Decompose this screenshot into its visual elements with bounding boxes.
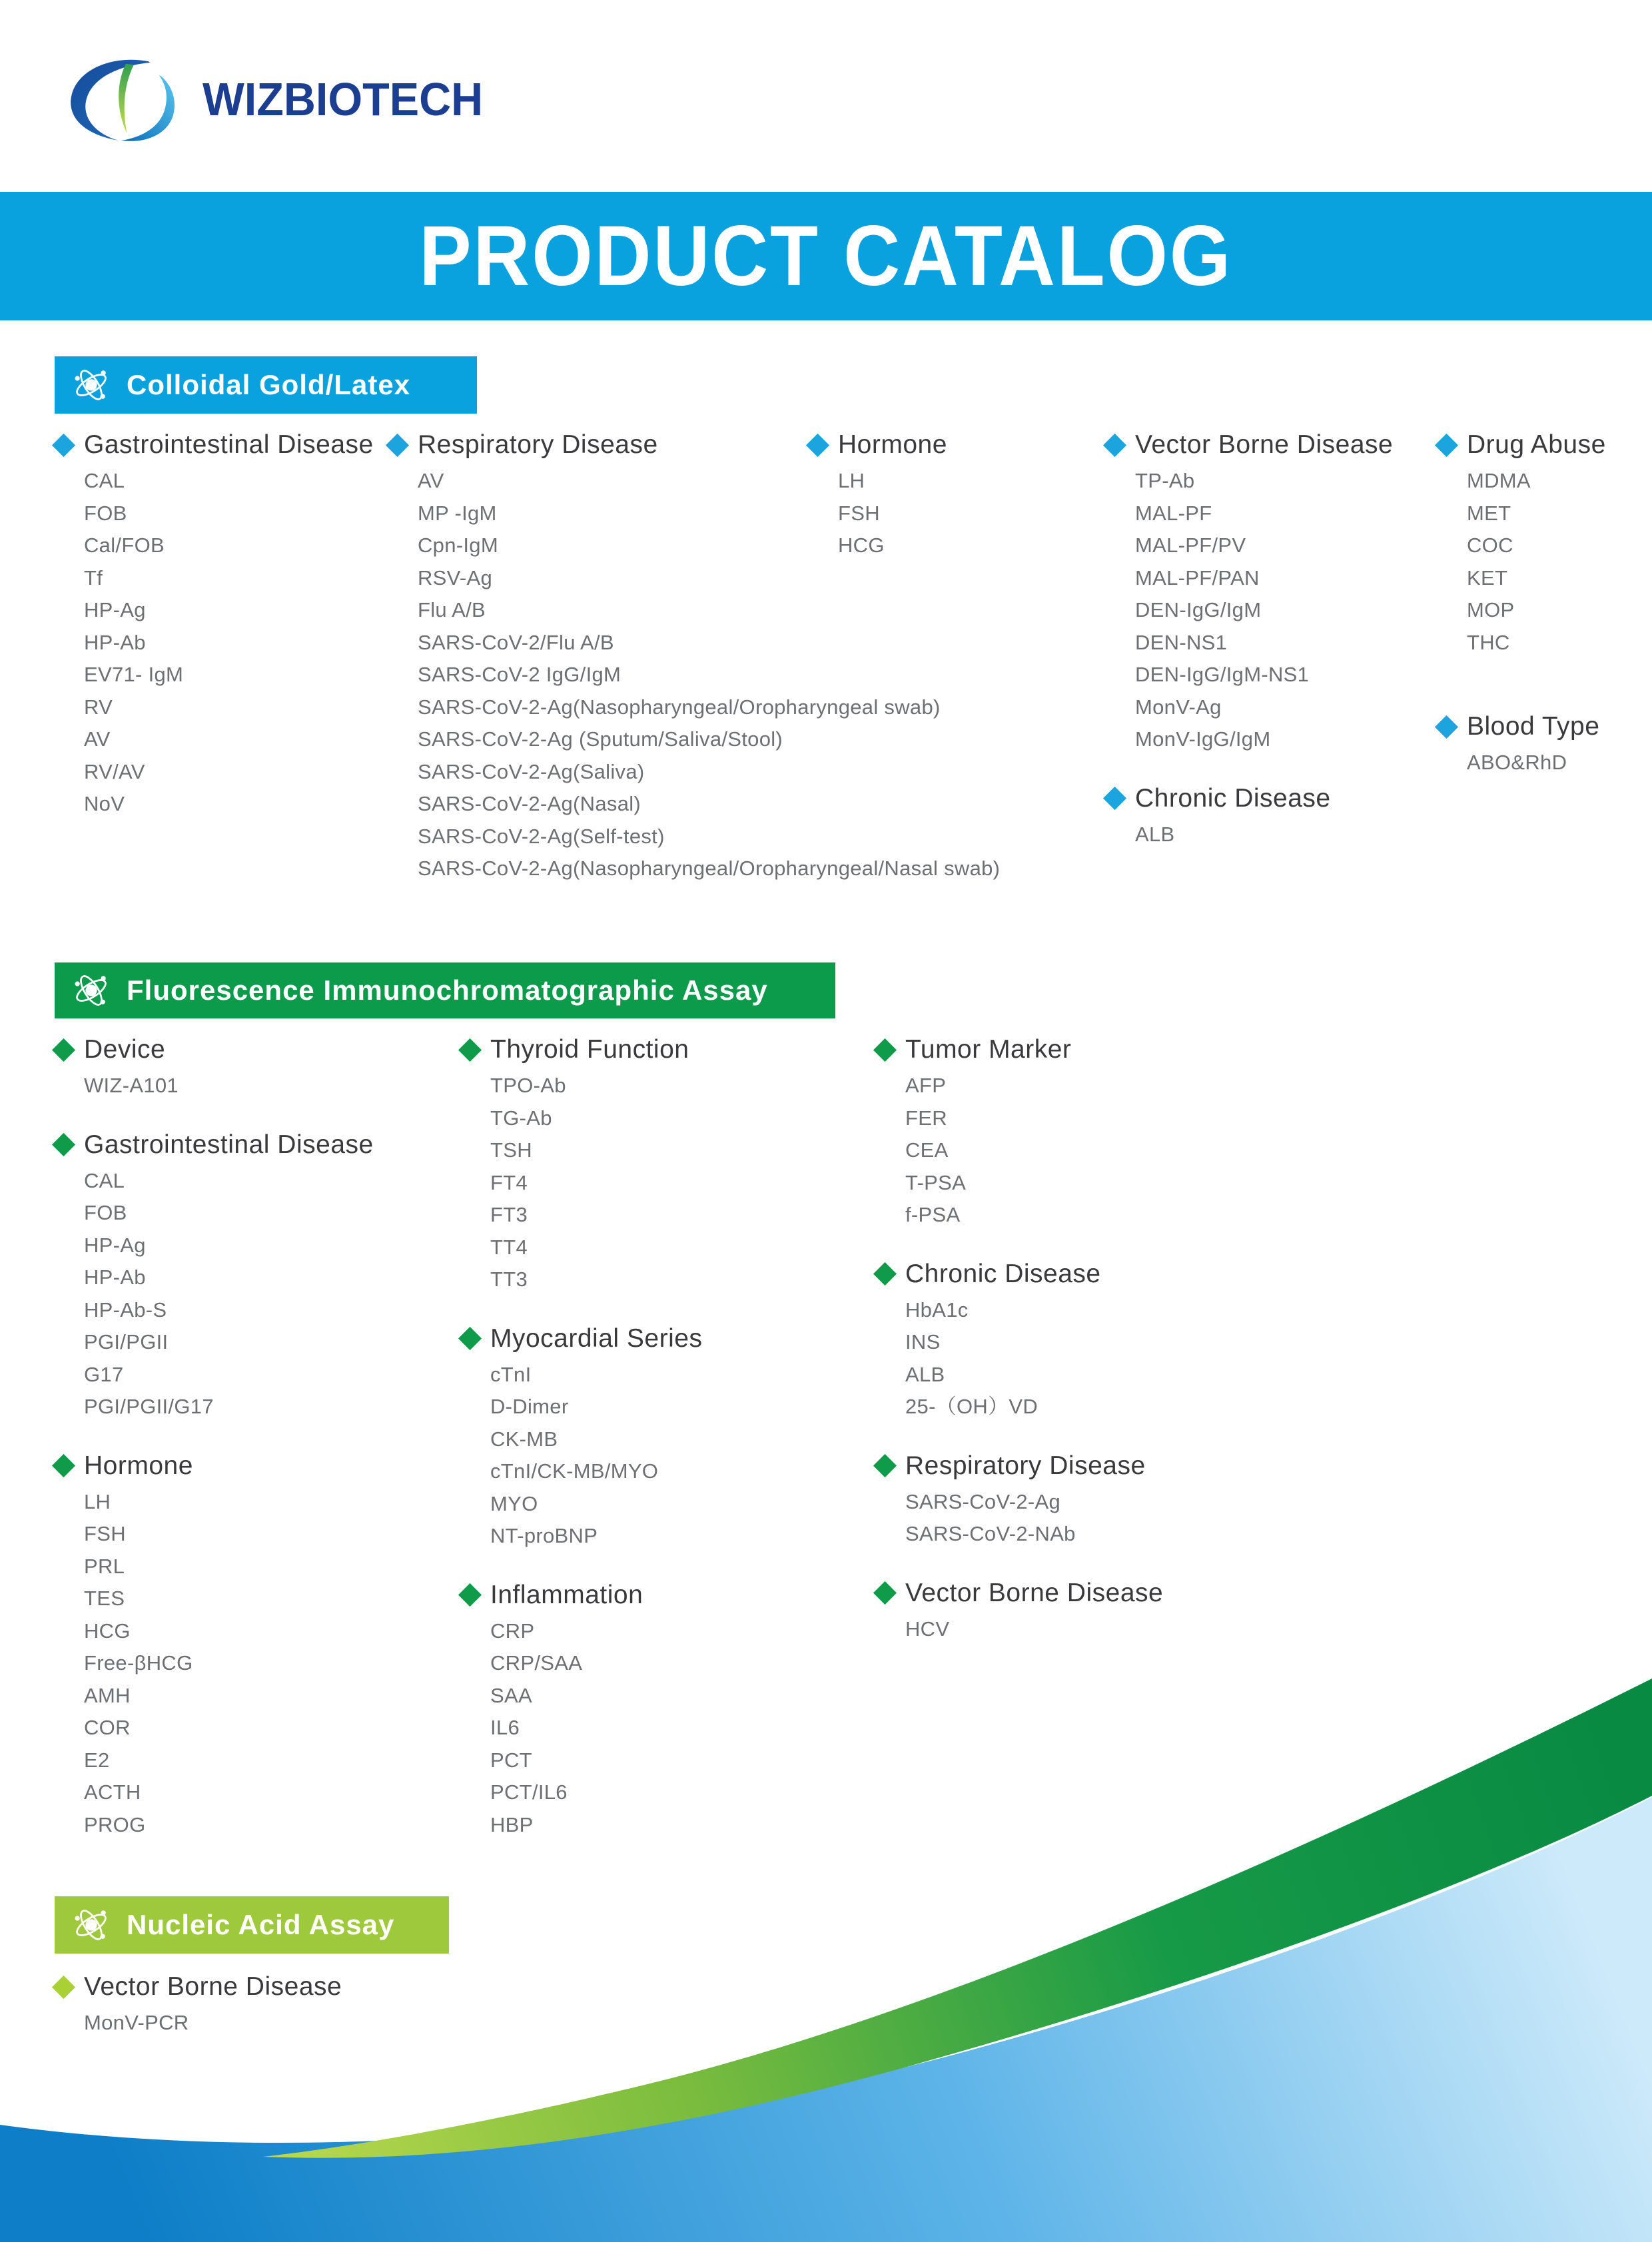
product-item: TSH: [490, 1138, 532, 1162]
product-item: WIZ-A101: [84, 1074, 179, 1097]
product-item: Flu A/B: [418, 598, 486, 621]
product-item: PCT: [490, 1748, 532, 1772]
product-list: [809, 465, 947, 562]
diamond-icon: [52, 433, 75, 456]
product-item: RV: [84, 695, 113, 719]
category-group: [876, 1446, 1163, 1551]
product-item: NT-proBNP: [490, 1524, 598, 1547]
catalog-banner: [0, 192, 1652, 320]
category-heading-row: [55, 425, 374, 465]
category-group: [876, 1030, 1163, 1232]
product-item: COC: [1467, 534, 1513, 557]
category-heading: Vector Borne Disease: [905, 1578, 1164, 1607]
product-item: SARS-CoV-2-Ag(Self-test): [418, 824, 665, 848]
category-heading: Blood Type: [1467, 712, 1600, 741]
product-item: PGI/PGII: [84, 1330, 169, 1353]
diamond-icon: [52, 1454, 75, 1477]
category-group: [809, 425, 947, 562]
section-header-bar: [55, 356, 477, 414]
category-heading-row: [55, 1446, 374, 1486]
product-item: PRL: [84, 1554, 125, 1578]
category-heading-row: [1438, 707, 1606, 747]
category-heading: Gastrointestinal Disease: [84, 1130, 374, 1159]
product-item: DEN-NS1: [1135, 630, 1228, 654]
product-item: HCG: [84, 1619, 131, 1643]
product-item: SARS-CoV-2-Ag(Nasopharyngeal/Oropharyngeal swab): [418, 695, 941, 719]
wizbiotech-logo-icon: [64, 53, 179, 145]
category-heading: Drug Abuse: [1467, 430, 1606, 459]
diamond-icon: [873, 1038, 897, 1061]
category-heading-row: [55, 1125, 374, 1165]
category-group: [1438, 707, 1606, 779]
category-group: [55, 425, 374, 821]
category-column: [1106, 425, 1393, 873]
category-column: [55, 425, 374, 843]
product-item: G17: [84, 1362, 124, 1386]
product-item: TT3: [490, 1268, 528, 1291]
category-group: [461, 1030, 702, 1296]
product-item: SARS-CoV-2 IgG/IgM: [418, 663, 621, 686]
product-item: SAA: [490, 1683, 532, 1707]
product-item: PCT/IL6: [490, 1780, 568, 1804]
product-item: MAL-PF: [1135, 501, 1212, 525]
product-item: HP-Ag: [84, 598, 146, 621]
product-item: HP-Ab: [84, 630, 146, 654]
category-heading-row: [876, 1446, 1163, 1486]
product-list: [461, 1359, 702, 1553]
product-list: [876, 1486, 1163, 1551]
product-item: DEN-IgG/IgM: [1135, 598, 1262, 621]
product-list: [55, 465, 374, 821]
category-heading-row: [1106, 779, 1393, 819]
category-heading: Inflammation: [490, 1580, 643, 1609]
category-heading: Myocardial Series: [490, 1323, 703, 1353]
product-item: HCV: [905, 1617, 950, 1641]
diamond-icon: [1103, 433, 1126, 456]
product-item: FOB: [84, 1201, 127, 1224]
product-item: f-PSA: [905, 1203, 961, 1226]
product-item: RSV-Ag: [418, 565, 493, 589]
category-group: [1438, 425, 1606, 659]
product-item: AFP: [905, 1074, 947, 1097]
category-group: [55, 1030, 374, 1102]
product-item: MAL-PF/PV: [1135, 534, 1246, 557]
product-item: CK-MB: [490, 1427, 558, 1451]
category-heading: Vector Borne Disease: [1135, 430, 1394, 459]
product-list: [876, 1294, 1163, 1423]
product-item: D-Dimer: [490, 1395, 569, 1418]
product-list: [876, 1070, 1163, 1232]
section-header-bar: [55, 962, 835, 1018]
product-item: MOP: [1467, 598, 1515, 621]
logo: [64, 53, 498, 145]
diamond-icon: [458, 1327, 482, 1350]
product-item: MYO: [490, 1491, 538, 1515]
product-item: TP-Ab: [1135, 469, 1195, 492]
product-list: [1438, 465, 1606, 659]
product-item: MonV-IgG/IgM: [1135, 727, 1271, 751]
category-heading-row: [461, 1319, 702, 1359]
product-item: LH: [84, 1489, 111, 1513]
category-heading: Chronic Disease: [905, 1259, 1101, 1288]
product-item: PGI/PGII/G17: [84, 1395, 214, 1418]
product-item: SARS-CoV-2-Ag (Sputum/Saliva/Stool): [418, 727, 783, 751]
category-group: [461, 1319, 702, 1553]
product-item: CAL: [84, 469, 125, 492]
product-item: AV: [84, 727, 111, 751]
category-group: [876, 1254, 1163, 1423]
product-item: FSH: [838, 501, 880, 525]
product-list: [55, 1165, 374, 1423]
diamond-icon: [873, 1262, 897, 1286]
category-heading-row: [55, 1030, 374, 1070]
product-list: [55, 1070, 374, 1102]
diamond-icon: [1103, 787, 1126, 810]
product-item: NoV: [84, 792, 125, 815]
product-item: MP -IgM: [418, 501, 497, 525]
product-item: FT4: [490, 1170, 528, 1194]
diamond-icon: [1435, 715, 1458, 738]
diamond-icon: [52, 1133, 75, 1156]
category-group: [1106, 425, 1393, 756]
product-item: SARS-CoV-2-Ag(Nasal): [418, 792, 641, 815]
product-item: 25-（OH）VD: [905, 1395, 1038, 1418]
category-heading: Hormone: [84, 1451, 193, 1480]
product-item: TES: [84, 1587, 125, 1610]
product-item: Cpn-IgM: [418, 534, 498, 557]
product-item: Free-βHCG: [84, 1651, 193, 1675]
diamond-icon: [1435, 433, 1458, 456]
product-item: RV/AV: [84, 759, 145, 783]
category-heading: Gastrointestinal Disease: [84, 430, 374, 459]
product-item: KET: [1467, 565, 1508, 589]
product-item: THC: [1467, 630, 1510, 654]
brand-name: WIZBIOTECH: [203, 73, 484, 125]
product-item: T-PSA: [905, 1170, 967, 1194]
product-item: IL6: [490, 1716, 520, 1739]
diamond-icon: [458, 1038, 482, 1061]
product-item: SARS-CoV-2/Flu A/B: [418, 630, 614, 654]
category-heading-row: [876, 1030, 1163, 1070]
diamond-icon: [806, 433, 829, 456]
product-item: cTnI: [490, 1362, 532, 1386]
product-item: FER: [905, 1106, 947, 1130]
section-title: Nucleic Acid Assay: [127, 1909, 395, 1940]
product-item: Cal/FOB: [84, 534, 165, 557]
product-item: TT4: [490, 1235, 528, 1259]
category-column: [1438, 425, 1606, 802]
category-column: [876, 1030, 1163, 1668]
product-item: LH: [838, 469, 865, 492]
product-item: AMH: [84, 1683, 131, 1707]
category-heading-row: [809, 425, 947, 465]
product-item: TG-Ab: [490, 1106, 552, 1130]
product-item: INS: [905, 1330, 941, 1353]
product-item: HP-Ag: [84, 1233, 146, 1257]
product-item: SARS-CoV-2-NAb: [905, 1522, 1076, 1545]
product-item: FT3: [490, 1203, 528, 1226]
product-item: CAL: [84, 1168, 125, 1192]
product-item: FOB: [84, 501, 127, 525]
category-heading: Respiratory Disease: [905, 1451, 1146, 1480]
product-item: MAL-PF/PAN: [1135, 565, 1260, 589]
product-list: [1438, 747, 1606, 779]
category-heading: Thyroid Function: [490, 1035, 689, 1064]
atom-icon: [72, 971, 111, 1010]
product-item: AV: [418, 469, 444, 492]
product-item: EV71- IgM: [84, 663, 184, 686]
product-item: SARS-CoV-2-Ag: [905, 1489, 1061, 1513]
product-item: E2: [84, 1748, 110, 1772]
product-item: cTnI/CK-MB/MYO: [490, 1459, 659, 1483]
category-heading-row: [1438, 425, 1606, 465]
diamond-icon: [386, 433, 409, 456]
diamond-icon: [873, 1454, 897, 1477]
diamond-icon: [52, 1038, 75, 1061]
product-item: ACTH: [84, 1780, 141, 1804]
product-item: COR: [84, 1716, 131, 1739]
product-item: CRP: [490, 1619, 535, 1643]
product-item: ALB: [1135, 822, 1175, 846]
product-item: CEA: [905, 1138, 949, 1162]
category-group: [55, 1125, 374, 1423]
section-title: Fluorescence Immunochromatographic Assay: [127, 974, 768, 1006]
product-item: PROG: [84, 1812, 146, 1836]
product-item: MonV-Ag: [1135, 695, 1222, 719]
page-title: PRODUCT CATALOG: [419, 208, 1233, 304]
product-item: MDMA: [1467, 469, 1531, 492]
product-item: DEN-IgG/IgM-NS1: [1135, 663, 1310, 686]
product-item: ABO&RhD: [1467, 751, 1567, 774]
category-heading-row: [1106, 425, 1393, 465]
product-item: FSH: [84, 1522, 126, 1545]
product-list: [1106, 819, 1393, 851]
category-heading: Vector Borne Disease: [84, 1972, 342, 2001]
category-heading: Hormone: [838, 430, 947, 459]
product-item: TPO-Ab: [490, 1074, 566, 1097]
product-item: HCG: [838, 534, 885, 557]
category-column: [809, 425, 947, 585]
category-heading: Tumor Marker: [905, 1035, 1072, 1064]
product-item: MonV-PCR: [84, 2011, 189, 2034]
category-heading: Respiratory Disease: [418, 430, 658, 459]
category-heading-row: [876, 1254, 1163, 1294]
product-list: [461, 1070, 702, 1296]
atom-icon: [72, 366, 111, 404]
product-item: HBP: [490, 1812, 534, 1836]
category-heading-row: [461, 1030, 702, 1070]
category-group: [1106, 779, 1393, 851]
section-title: Colloidal Gold/Latex: [127, 369, 411, 400]
product-item: CRP/SAA: [490, 1651, 583, 1675]
product-item: ALB: [905, 1362, 945, 1386]
category-heading: Chronic Disease: [1135, 783, 1331, 813]
decorative-wave: [0, 1599, 1652, 2242]
product-list: [1106, 465, 1393, 756]
product-item: HP-Ab: [84, 1266, 146, 1289]
category-heading: Device: [84, 1035, 166, 1064]
product-item: HbA1c: [905, 1298, 969, 1321]
product-item: Tf: [84, 565, 103, 589]
product-item: SARS-CoV-2-Ag(Nasopharyngeal/Oropharyngeal/Nasal swab): [418, 857, 1001, 880]
product-item: HP-Ab-S: [84, 1298, 167, 1321]
product-item: SARS-CoV-2-Ag(Saliva): [418, 759, 645, 783]
product-item: MET: [1467, 501, 1511, 525]
